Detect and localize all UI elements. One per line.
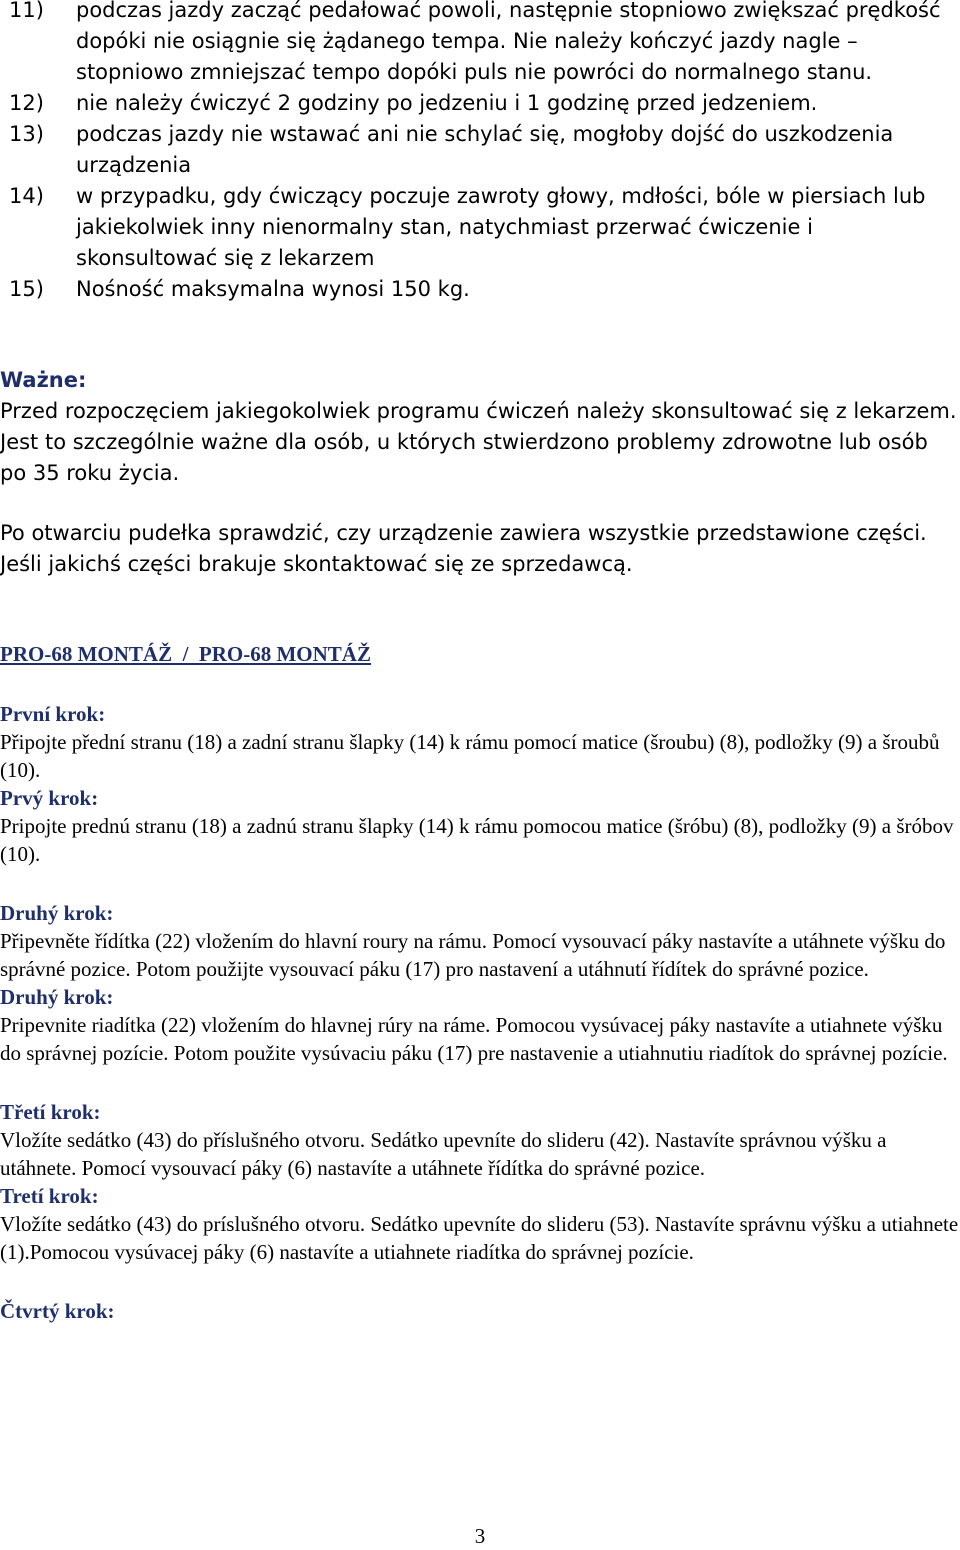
- list-item-text: Nośność maksymalna wynosi 150 kg.: [76, 277, 470, 301]
- list-item: [0, 181, 960, 274]
- step-text: Pripevnite riadítka (22) vložením do hlavnej rúry na ráme. Pomocou vysúvacej páky nastavíte a utiahnete výšku do správnej pozície. Potom použite vysúvaciu páku (17) pre nastavenie a utiahnutiu riadítok do správnej pozície.: [0, 1013, 948, 1065]
- step-text: Vložíte sedátko (43) do příslušného otvoru. Sedátko upevníte do slideru (42). Nastavíte správnou výšku a utáhnete. Pomocí vysouvací páky (6) nastavíte a utáhnete řídítka do správné pozice.: [0, 1128, 887, 1180]
- step-heading: Tretí krok:: [0, 1184, 99, 1208]
- step-heading: Druhý krok:: [0, 901, 114, 925]
- list-item-number: 13): [9, 122, 44, 146]
- step-text: Vložíte sedátko (43) do príslušného otvoru. Sedátko upevníte do slideru (53). Nastavíte správnu výšku a utiahnete (1).Pomocou vysúvacej páky (6) nastavíte a utiahnete riadítka do správnej pozície.: [0, 1212, 959, 1264]
- step-heading: První krok:: [0, 702, 106, 726]
- important-heading: Ważne:: [0, 368, 87, 392]
- assembly-section: [0, 639, 960, 669]
- step-heading: Prvý krok:: [0, 786, 99, 810]
- list-item-number: 11): [9, 0, 44, 22]
- package-check-text: Po otwarciu pudełka sprawdzić, czy urządzenie zawiera wszystkie przedstawione części. Jeśli jakichś części brakuje skontaktować się ze sprzedawcą.: [0, 521, 927, 576]
- list-item: [0, 0, 960, 88]
- step-text: Připevněte řídítka (22) vložením do hlavní roury na rámu. Pomocí vysouvací páky nastavíte a utáhnete výšku do správné pozice. Potom použijte vysouvací páku (17) pro nastavení a utáhnutí řídítek do správné pozice.: [0, 929, 946, 981]
- important-section: [0, 365, 960, 489]
- list-item-text: nie należy ćwiczyć 2 godziny po jedzeniu i 1 godzinę przed jedzeniem.: [76, 91, 818, 115]
- list-item: [0, 274, 960, 305]
- assembly-steps: [0, 700, 960, 1325]
- list-item-number: 14): [9, 184, 44, 208]
- step-text: Připojte přední stranu (18) a zadní stranu šlapky (14) k rámu pomocí matice (šroubu) (8), podložky (9) a šroubů (10).: [0, 730, 940, 782]
- assembly-title: PRO-68 MONTÁŽ / PRO-68 MONTÁŽ: [0, 642, 371, 666]
- step-heading: Čtvrtý krok:: [0, 1299, 115, 1323]
- step-text: Pripojte prednú stranu (18) a zadnú stranu šlapky (14) k rámu pomocou matice (šróbu) (8), podložky (9) a šróbov (10).: [0, 814, 954, 866]
- list-item-text: w przypadku, gdy ćwiczący poczuje zawroty głowy, mdłości, bóle w piersiach lub jakiekolwiek inny nienormalny stan, natychmiast przerwać ćwiczenie i skonsultować się z lekarzem: [76, 184, 926, 270]
- list-item: [0, 88, 960, 119]
- page-number: 3: [474, 1524, 486, 1548]
- list-item-text: podczas jazdy zacząć pedałować powoli, następnie stopniowo zwiększać prędkość dopóki nie osiągnie się żądanego tempa. Nie należy kończyć jazdy nagle – stopniowo zmniejszać tempo dopóki puls nie powróci do normalnego stanu.: [76, 0, 941, 84]
- important-text: Przed rozpoczęciem jakiegokolwiek programu ćwiczeń należy skonsultować się z lekarzem. Jest to szczególnie ważne dla osób, u których stwierdzono problemy zdrowotne lub osób po 35 roku życia.: [0, 399, 957, 485]
- step-heading: Třetí krok:: [0, 1100, 101, 1124]
- list-item: [0, 119, 960, 181]
- safety-instructions-list: [0, 0, 960, 305]
- list-item-number: 12): [9, 91, 44, 115]
- package-check-note: [0, 518, 960, 580]
- step-heading: Druhý krok:: [0, 985, 114, 1009]
- list-item-text: podczas jazdy nie wstawać ani nie schylać się, mogłoby dojść do uszkodzenia urządzenia: [76, 122, 894, 177]
- list-item-number: 15): [9, 277, 44, 301]
